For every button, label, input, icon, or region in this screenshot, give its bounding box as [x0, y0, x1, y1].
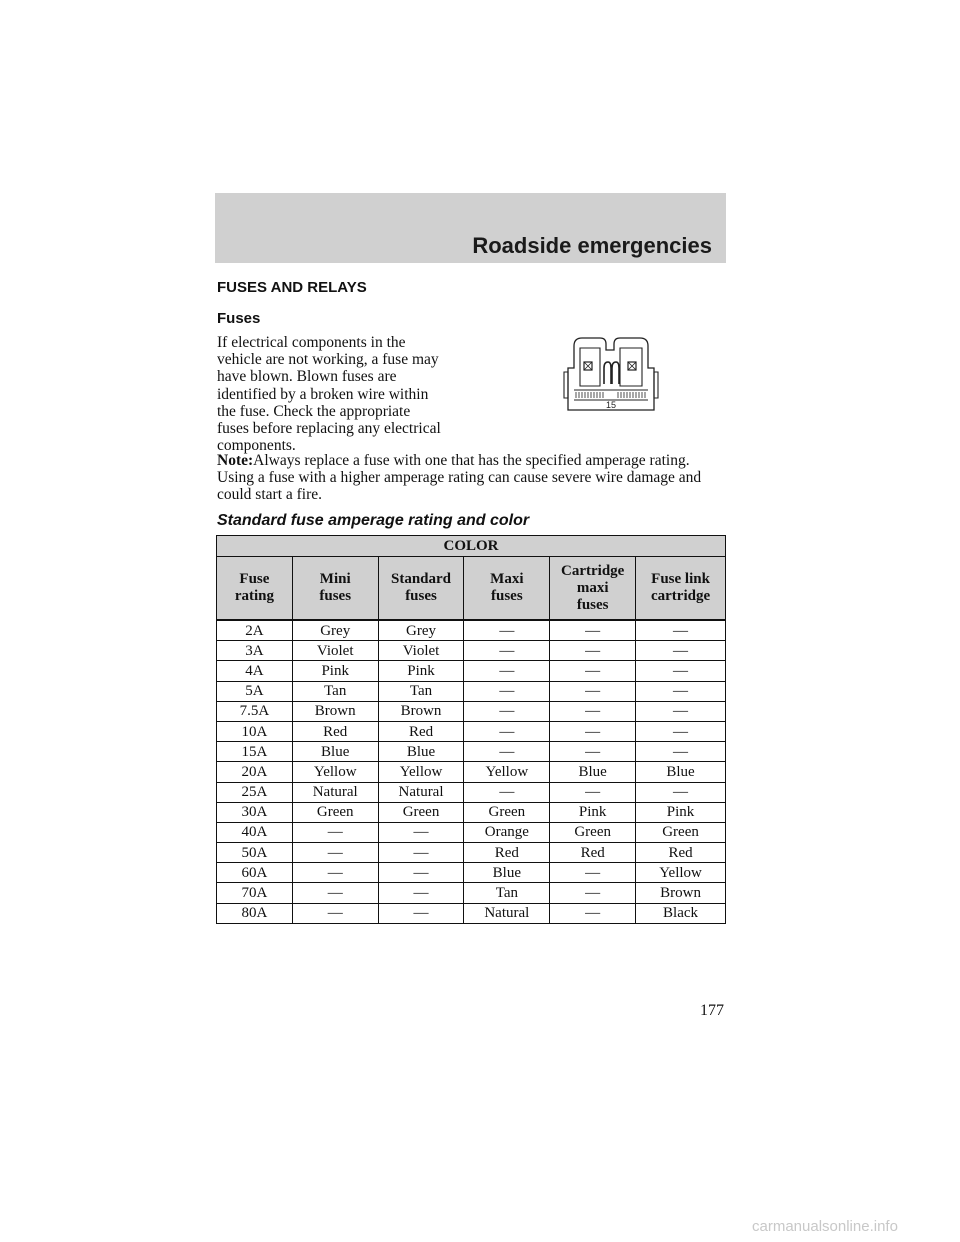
header-title: Roadside emergencies [472, 233, 712, 258]
intro-line: vehicle are not working, a fuse may [217, 351, 439, 369]
table-row [217, 883, 726, 903]
table-cell: Yellow [636, 863, 726, 883]
table-cell: — [550, 903, 636, 923]
table-cell: Pink [292, 661, 378, 681]
table-cell: Red [378, 721, 464, 741]
table-row [217, 620, 726, 641]
table-cell: 15A [217, 742, 293, 762]
table-cell: Tan [378, 681, 464, 701]
table-cell: 40A [217, 822, 293, 842]
table-cell: — [464, 681, 550, 701]
table-cell: 30A [217, 802, 293, 822]
table-row [217, 641, 726, 661]
column-header-line: rating [234, 588, 274, 604]
blade-fuse-icon [560, 332, 660, 416]
table-cell: Blue [550, 762, 636, 782]
table-row [217, 762, 726, 782]
table-cell: — [464, 782, 550, 802]
table-cell: — [636, 661, 726, 681]
table-cell: — [292, 903, 378, 923]
table-row [217, 661, 726, 681]
table-cell: Tan [464, 883, 550, 903]
table-cell: Natural [378, 782, 464, 802]
table-cell: 10A [217, 721, 293, 741]
table-cell: Red [636, 843, 726, 863]
column-header [550, 557, 636, 621]
column-header-line: Maxi [490, 571, 524, 587]
column-header-line: fuses [405, 588, 437, 604]
table-cell: Green [292, 802, 378, 822]
table-cell: — [378, 822, 464, 842]
table-cell: Pink [636, 802, 726, 822]
table-cell: Pink [378, 661, 464, 681]
table-body [217, 620, 726, 923]
table-cell: — [636, 782, 726, 802]
column-header-line: fuses [576, 596, 609, 613]
table-cell: Green [378, 802, 464, 822]
table-cell: Green [550, 822, 636, 842]
table-cell: 80A [217, 903, 293, 923]
table-cell: 4A [217, 661, 293, 681]
table-cell: Green [636, 822, 726, 842]
column-header-line: fuses [491, 588, 523, 604]
table-cell: — [464, 742, 550, 762]
table-column-header-row [217, 557, 726, 621]
table-cell: 25A [217, 782, 293, 802]
page-number: 177 [700, 1002, 724, 1019]
table-cell: — [636, 742, 726, 762]
table-cell: Blue [464, 863, 550, 883]
table-cell: Blue [636, 762, 726, 782]
column-header-line: fuses [319, 588, 352, 604]
table-cell: Violet [378, 641, 464, 661]
table-cell: — [550, 661, 636, 681]
table-cell: — [464, 721, 550, 741]
column-header [217, 557, 293, 621]
table-cell: — [636, 721, 726, 741]
table-cell: — [550, 641, 636, 661]
table-cell: — [636, 641, 726, 661]
table-row [217, 742, 726, 762]
fuse-color-table [216, 535, 726, 924]
table-cell: — [550, 782, 636, 802]
table-row [217, 903, 726, 923]
column-header-line: Cartridge [561, 562, 625, 579]
note-paragraph [217, 452, 727, 504]
watermark: carmanualsonline.info [752, 1218, 898, 1235]
column-header [636, 557, 726, 621]
sub-title: Fuses [217, 310, 261, 327]
table-cell: Grey [292, 620, 378, 641]
column-header-line: maxi [576, 579, 609, 596]
fuse-label: 15 [605, 400, 617, 410]
table-cell: — [378, 883, 464, 903]
table-cell: Blue [292, 742, 378, 762]
table-cell: Grey [378, 620, 464, 641]
table-cell: Tan [292, 681, 378, 701]
column-header-line: Mini [319, 571, 351, 587]
table-cell: Violet [292, 641, 378, 661]
table-cell: — [378, 843, 464, 863]
table-cell: 3A [217, 641, 293, 661]
table-cell: 60A [217, 863, 293, 883]
table-cell: 2A [217, 620, 293, 641]
table-cell: 5A [217, 681, 293, 701]
table-cell: — [292, 863, 378, 883]
intro-line: identified by a broken wire within [217, 385, 429, 403]
table-cell: Brown [378, 701, 464, 721]
table-cell: Natural [464, 903, 550, 923]
table-cell: — [292, 843, 378, 863]
table-cell: 70A [217, 883, 293, 903]
table-cell: — [464, 641, 550, 661]
column-header-line: Fuse link [651, 571, 710, 587]
intro-line: have blown. Blown fuses are [217, 368, 397, 386]
table-cell: Red [464, 843, 550, 863]
table-cell: Green [464, 802, 550, 822]
table-row [217, 721, 726, 741]
intro-line: the fuse. Check the appropriate [217, 402, 411, 420]
table-cell: Black [636, 903, 726, 923]
table-row [217, 782, 726, 802]
table-row [217, 843, 726, 863]
table-cell: — [550, 681, 636, 701]
table-cell: 20A [217, 762, 293, 782]
column-header-line: cartridge [650, 588, 711, 604]
table-cell: — [550, 721, 636, 741]
note-text: Always replace a fuse with one that has the specified amperage rating. Using a fuse with a higher amperage rating can cause severe wire damage and could start a fire. [217, 452, 702, 504]
table-cell: — [464, 701, 550, 721]
table-cell: — [550, 701, 636, 721]
table-cell: 50A [217, 843, 293, 863]
table-row [217, 701, 726, 721]
table-cell: — [464, 620, 550, 641]
table-cell: — [636, 701, 726, 721]
table-cell: Yellow [292, 762, 378, 782]
table-cell: 7.5A [217, 701, 293, 721]
table-title: Standard fuse amperage rating and color [217, 512, 530, 529]
column-header [292, 557, 378, 621]
table-cell: — [550, 620, 636, 641]
table-cell: — [378, 863, 464, 883]
table-cell: — [550, 742, 636, 762]
table-cell: — [550, 863, 636, 883]
table-cell: Brown [292, 701, 378, 721]
table-cell: Natural [292, 782, 378, 802]
table-group-header-row [217, 536, 726, 557]
table-row [217, 802, 726, 822]
intro-line: If electrical components in the [217, 334, 406, 351]
table-row [217, 681, 726, 701]
note-label: Note: [217, 452, 254, 469]
table-cell: — [636, 620, 726, 641]
table-cell: — [292, 822, 378, 842]
intro-paragraph [217, 334, 477, 454]
table-cell: Yellow [464, 762, 550, 782]
table-cell: Red [292, 721, 378, 741]
table-cell: Brown [636, 883, 726, 903]
intro-line: components. [217, 437, 296, 455]
column-header [378, 557, 464, 621]
table-cell: Blue [378, 742, 464, 762]
column-header [464, 557, 550, 621]
header-band [215, 193, 726, 263]
table-cell: — [464, 661, 550, 681]
table-cell: Orange [464, 822, 550, 842]
table-group-header: COLOR [217, 536, 726, 557]
section-title: FUSES AND RELAYS [217, 279, 367, 296]
table-cell: — [636, 681, 726, 701]
table-cell: Pink [550, 802, 636, 822]
table-row [217, 822, 726, 842]
intro-line: fuses before replacing any electrical [217, 420, 441, 438]
table-cell: Yellow [378, 762, 464, 782]
table-row [217, 863, 726, 883]
table-cell: — [378, 903, 464, 923]
table-cell: — [292, 883, 378, 903]
table-cell: Red [550, 843, 636, 863]
table-cell: — [550, 883, 636, 903]
column-header-line: Fuse [239, 571, 270, 587]
column-header-line: Standard [391, 571, 452, 587]
